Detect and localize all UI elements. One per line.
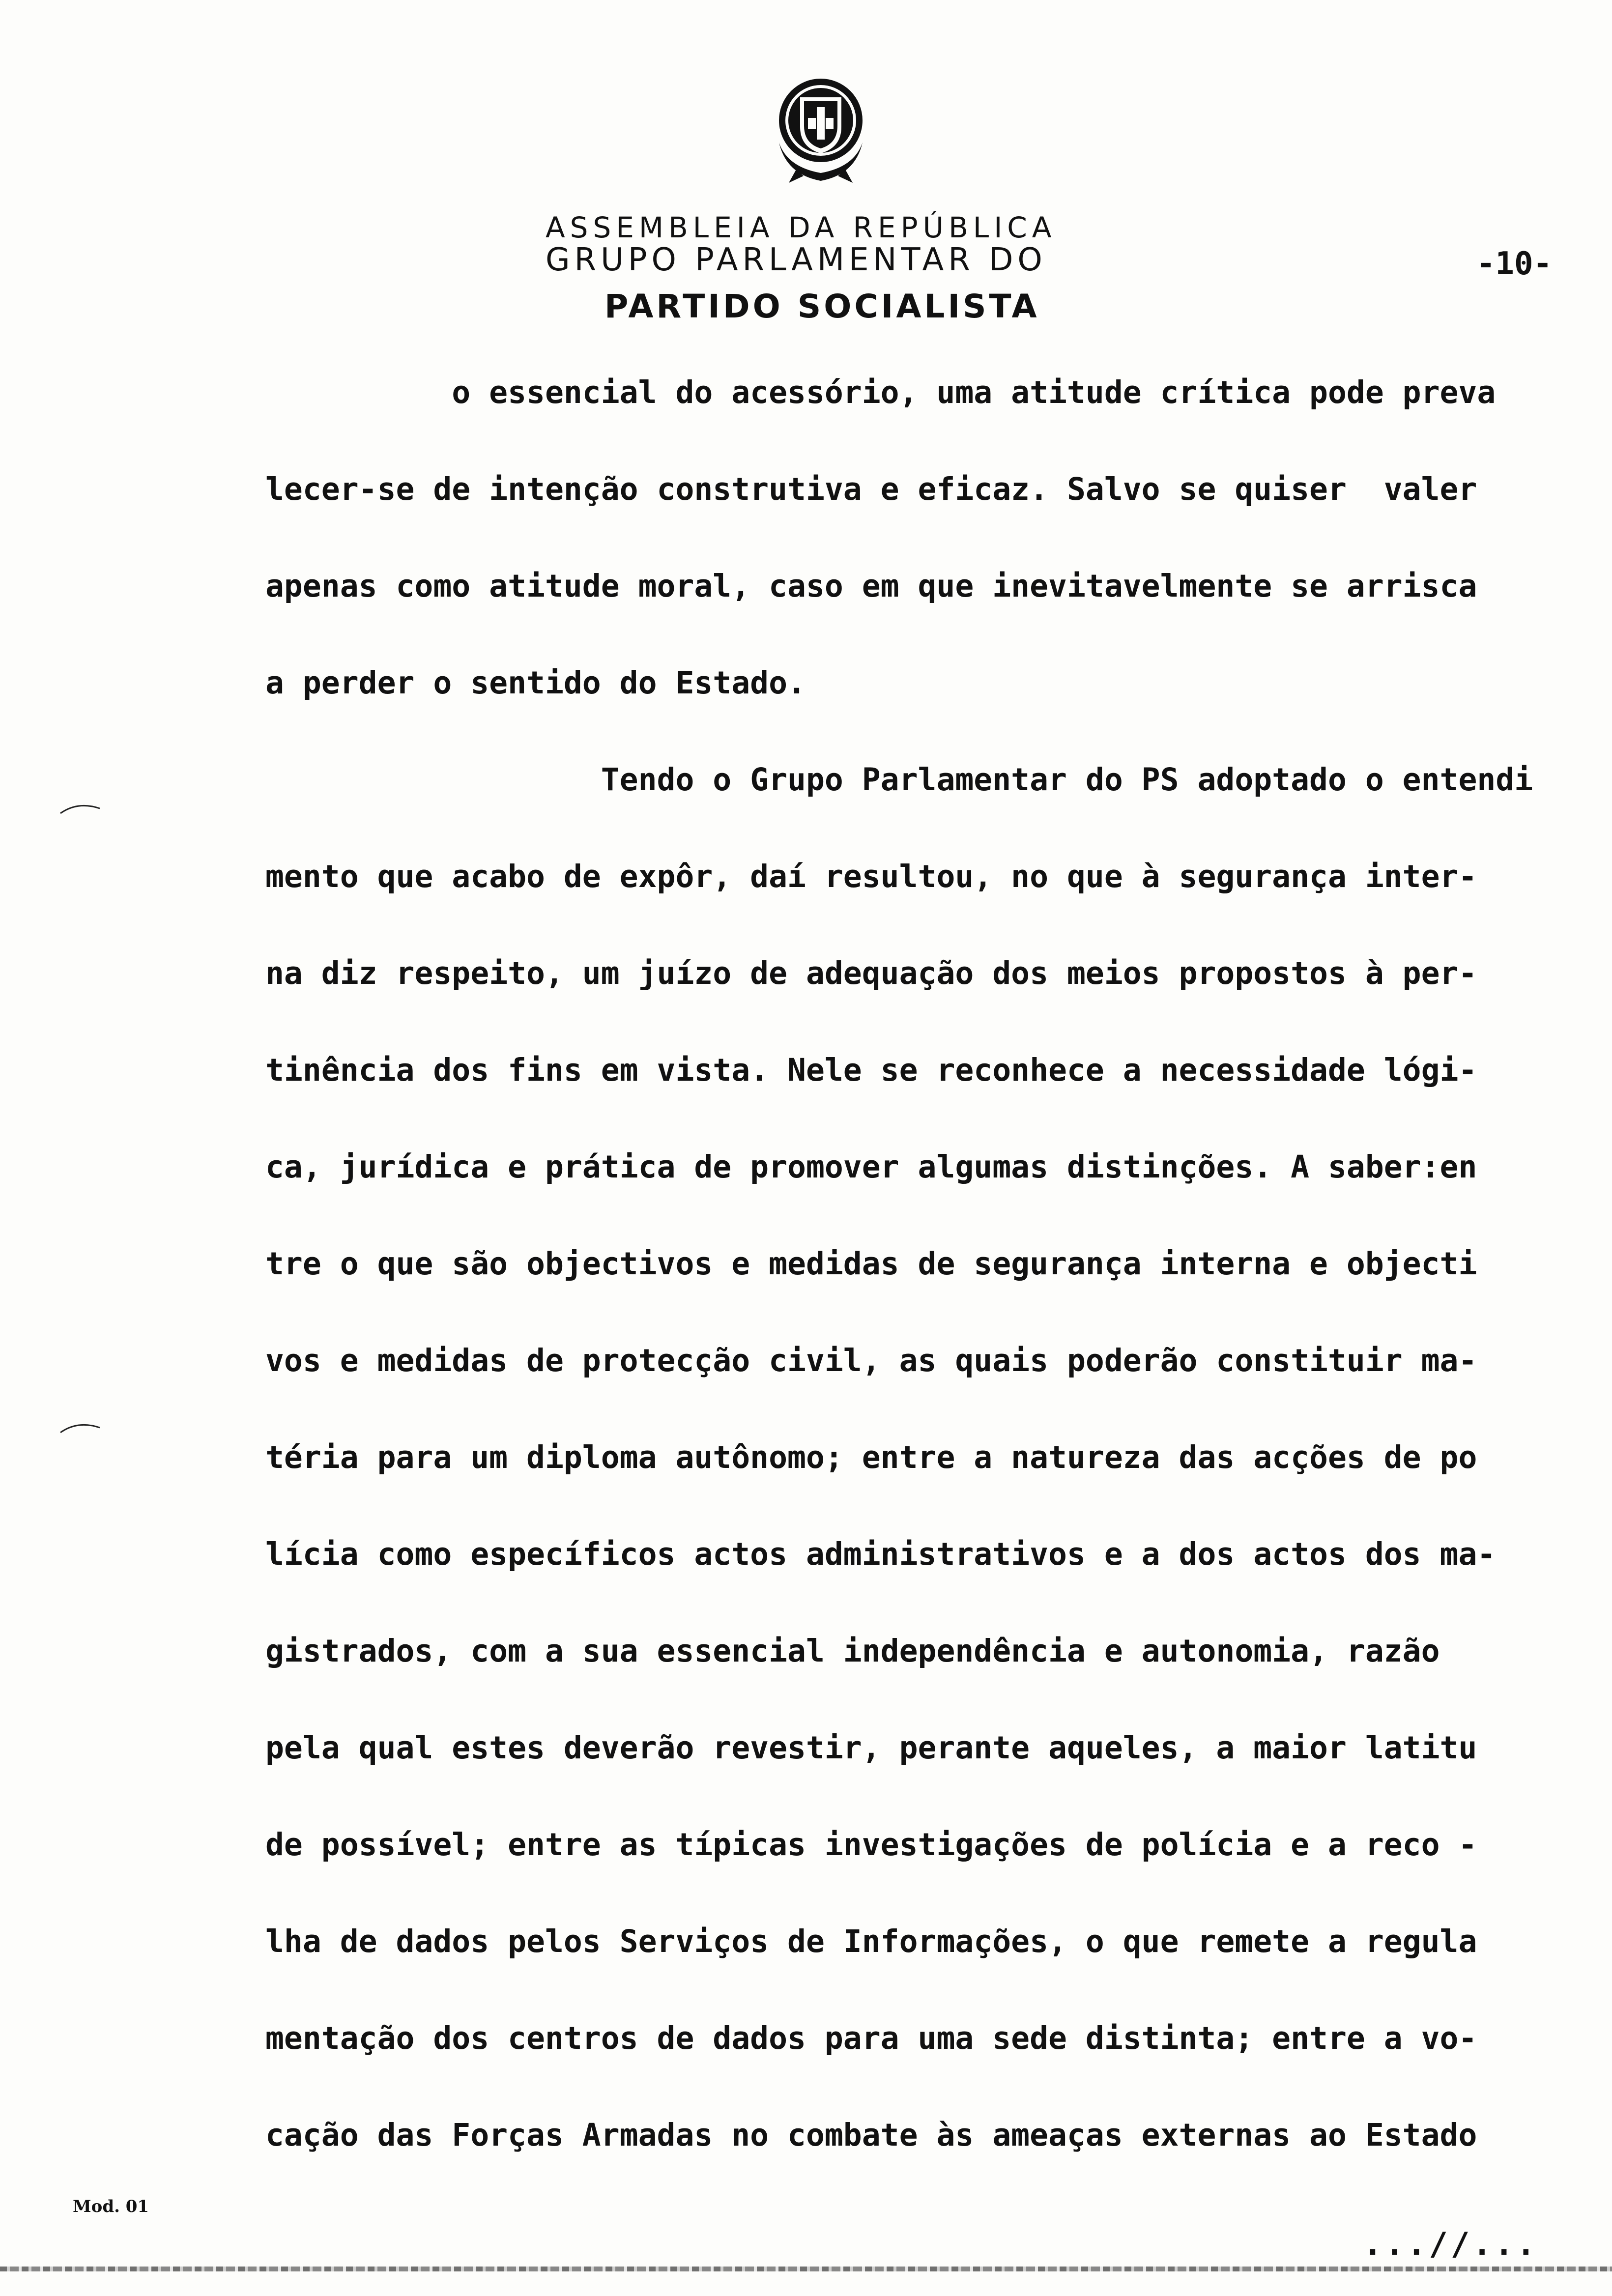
text-line: o essencial do acessório, uma atitude crítica pode preva bbox=[265, 374, 1496, 410]
coat-of-arms-icon bbox=[767, 69, 875, 187]
text-line: a perder o sentido do Estado. bbox=[265, 665, 806, 701]
body-text bbox=[265, 344, 1553, 2183]
text-line: gistrados, com a sua essencial independência e autonomia, razão bbox=[265, 1633, 1440, 1669]
text-line: vos e medidas de protecção civil, as quais poderão constituir ma- bbox=[265, 1343, 1477, 1378]
letterhead-party: PARTIDO SOCIALISTA bbox=[604, 287, 1040, 325]
letterhead-group: GRUPO PARLAMENTAR DO bbox=[546, 242, 1047, 278]
text-line: na diz respeito, um juízo de adequação dos meios propostos à per- bbox=[265, 955, 1477, 991]
text-line: tre o que são objectivos e medidas de segurança interna e objecti bbox=[265, 1246, 1477, 1282]
text-line: mentação dos centros de dados para uma sede distinta; entre a vo- bbox=[265, 2020, 1477, 2056]
letterhead-institution: ASSEMBLEIA DA REPÚBLICA bbox=[546, 211, 1057, 244]
form-model-label: Mod. 01 bbox=[73, 2197, 149, 2216]
text-line: mento que acabo de expôr, daí resultou, no que à segurança inter- bbox=[265, 859, 1477, 894]
text-line: téria para um diploma autônomo; entre a natureza das acções de po bbox=[265, 1439, 1477, 1475]
text-line: ca, jurídica e prática de promover algumas distinções. A saber:en bbox=[265, 1149, 1477, 1185]
text-line: de possível; entre as típicas investigações de polícia e a reco - bbox=[265, 1827, 1477, 1863]
margin-mark-icon bbox=[58, 801, 102, 816]
text-line: lícia como específicos actos administrativos e a dos actos dos ma- bbox=[265, 1536, 1496, 1572]
text-line: pela qual estes deverão revestir, perante aqueles, a maior latitu bbox=[265, 1730, 1477, 1766]
scan-edge-divider bbox=[0, 2267, 1612, 2271]
page-number: -10- bbox=[1476, 246, 1552, 282]
text-line: Tendo o Grupo Parlamentar do PS adoptado o entendi bbox=[265, 762, 1533, 798]
text-line: cação das Forças Armadas no combate às ameaças externas ao Estado bbox=[265, 2117, 1477, 2153]
continuation-marker: ...//... bbox=[1363, 2226, 1538, 2263]
text-line: tinência dos fins em vista. Nele se reconhece a necessidade lógi- bbox=[265, 1052, 1477, 1088]
margin-mark-icon bbox=[58, 1420, 102, 1435]
text-line: apenas como atitude moral, caso em que inevitavelmente se arrisca bbox=[265, 568, 1477, 604]
text-line: lecer-se de intenção construtiva e eficaz. Salvo se quiser valer bbox=[265, 471, 1477, 507]
letterhead bbox=[546, 211, 1135, 326]
text-line: lha de dados pelos Serviços de Informações, o que remete a regula bbox=[265, 1923, 1477, 1959]
